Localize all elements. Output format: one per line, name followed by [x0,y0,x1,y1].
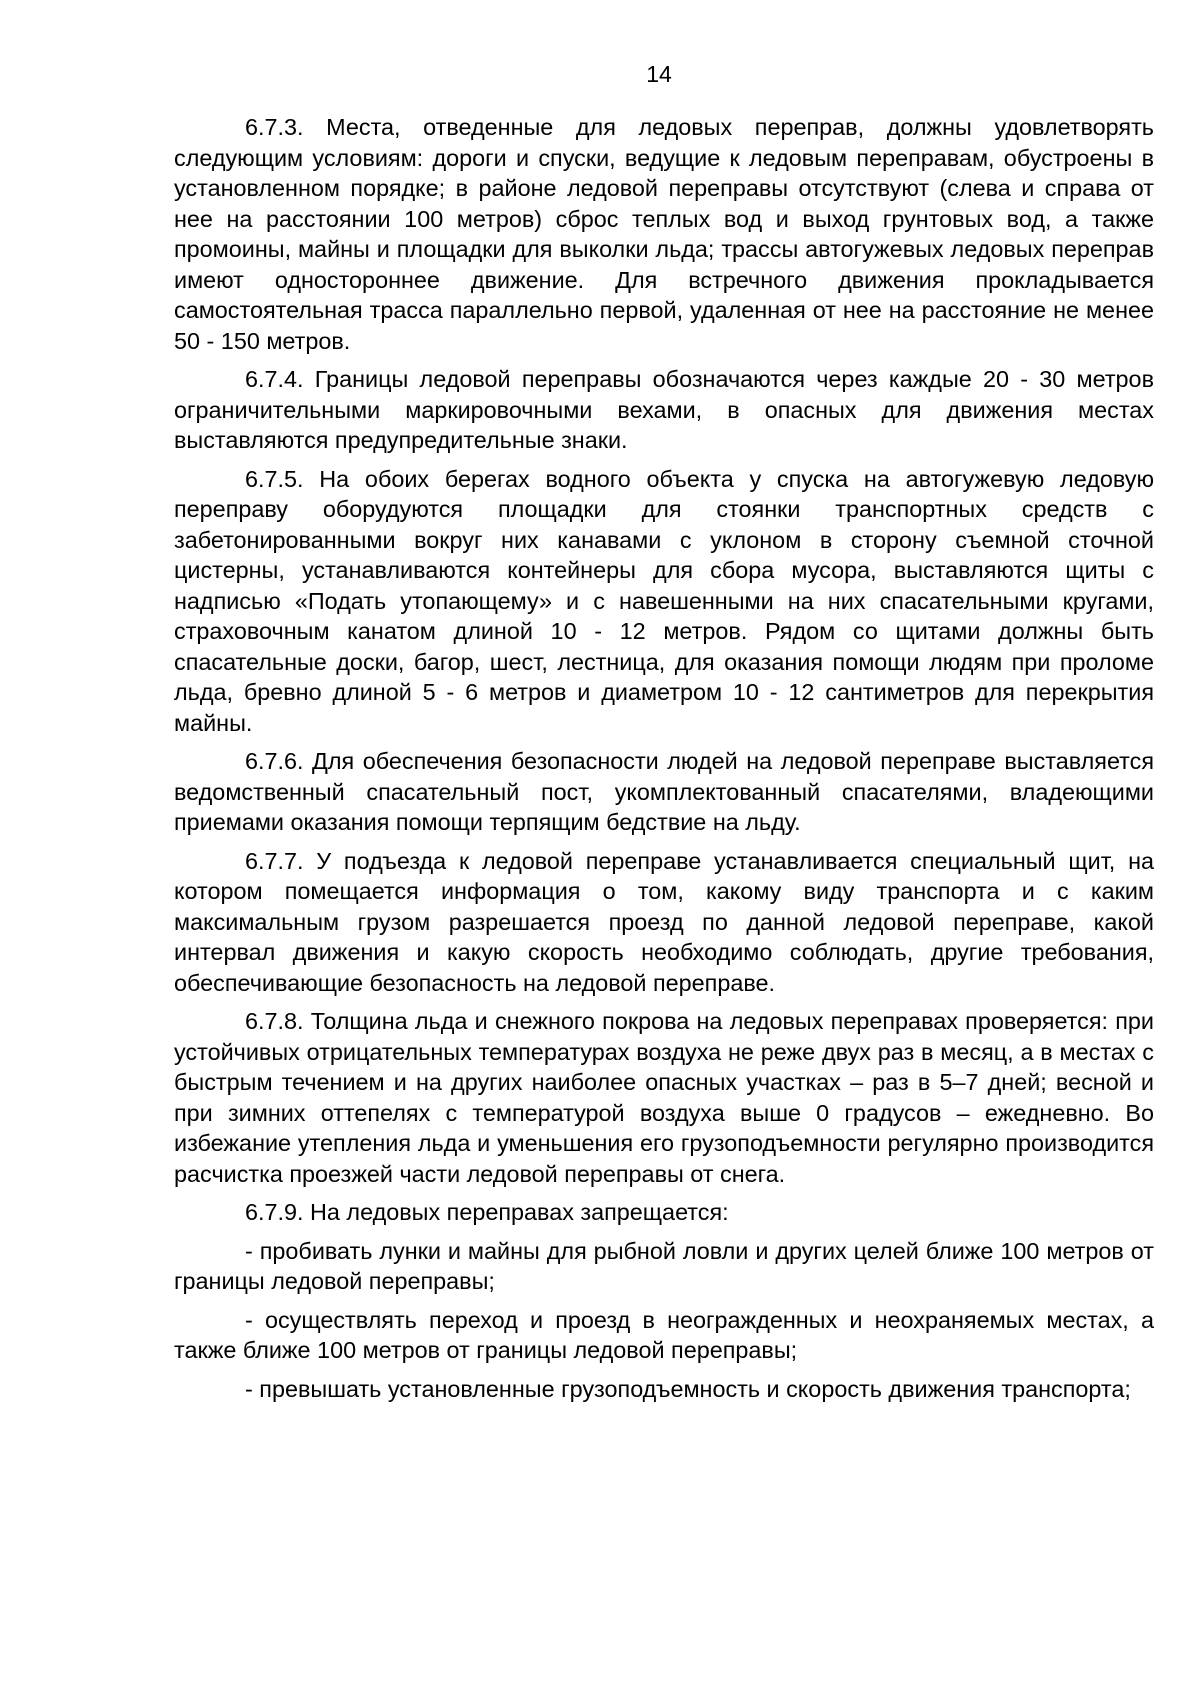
list-item: - осуществлять переход и проезд в неогражденных и неохраняемых местах, а также ближе 100 метров от границы ледовой переправы; [174,1306,1154,1363]
list-item: - пробивать лунки и майны для рыбной ловли и других целей ближе 100 метров от границы ледовой переправы; [174,1237,1154,1294]
list-item: - превышать установленные грузоподъемность и скорость движения транспорта; [245,1375,1131,1402]
paragraph-6-7-3: 6.7.3. Места, отведенные для ледовых переправ, должны удовлетворять следующим условиям: дороги и спуски, ведущие к ледовым переправам, обустроены в установленном порядке; в районе ледовой переправы отсутствуют (слева и справа от нее на расстоянии 100 метров) сброс теплых вод и выход грунтовых вод, а также промоины, майны и площадки для выколки льда; трассы автогужевых ледовых переправ имеют одностороннее движение. Для встречного движения прокладывается самостоятельная трасса параллельно первой, удаленная от нее на расстояние не менее 50 - 150 метров. [174,114,1154,354]
paragraph-6-7-4: 6.7.4. Границы ледовой переправы обозначаются через каждые 20 - 30 метров ограничительными маркировочными вехами, в опасных для движения местах выставляются предупредительные знаки. [174,366,1154,453]
paragraph-6-7-8: 6.7.8. Толщина льда и снежного покрова на ледовых переправах проверяется: при устойчивых отрицательных температурах воздуха не реже двух раз в месяц, а в местах с быстрым течением и на других наиболее опасных участках – раз в 5–7 дней; весной и при зимних оттепелях с температурой воздуха выше 0 градусов – ежедневно. Во избежание утепления льда и уменьшения его грузоподъемности регулярно производится расчистка проезжей части ледовой переправы от снега. [174,1008,1154,1187]
document-body [174,112,1154,1404]
page-number: 14 [646,61,672,87]
paragraph-6-7-7: 6.7.7. У подъезда к ледовой переправе устанавливается специальный щит, на котором помещается информация о том, какому виду транспорта и с каким максимальным грузом разрешается проезд по данной ледовой переправе, какой интервал движения и какую скорость необходимо соблюдать, другие требования, обеспечивающие безопасность на ледовой переправе. [174,847,1154,996]
paragraph-6-7-9: 6.7.9. На ледовых переправах запрещается: [245,1199,729,1225]
paragraph-6-7-5: 6.7.5. На обоих берегах водного объекта у спуска на автогужевую ледовую переправу оборудуются площадки для стоянки транспортных средств с забетонированными вокруг них канавами с уклоном в сторону съемной сточной цистерны, устанавливаются контейнеры для сбора мусора, выставляются щиты с надписью «Подать утопающему» и с навешенными на них спасательными кругами, страховочным канатом длиной 10 - 12 метров. Рядом со щитами должны быть спасательные доски, багор, шест, лестница, для оказания помощи людям при проломе льда, бревно длиной 5 - 6 метров и диаметром 10 - 12 сантиметров для перекрытия майны. [174,465,1154,736]
paragraph-6-7-6: 6.7.6. Для обеспечения безопасности людей на ледовой переправе выставляется ведомственный спасательный пост, укомплектованный спасателями, владеющими приемами оказания помощи терпящим бедствие на льду. [174,748,1154,835]
